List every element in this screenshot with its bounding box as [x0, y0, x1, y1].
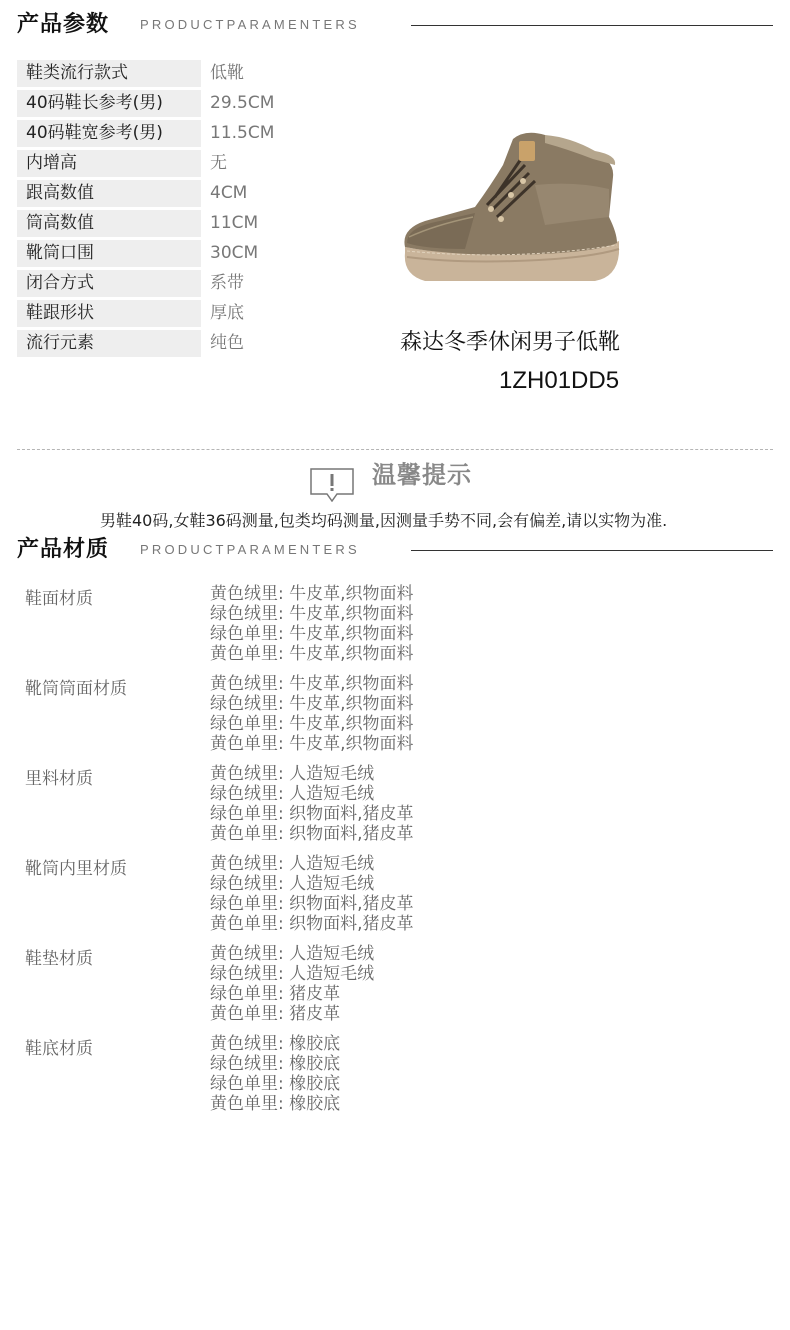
material-value: 绿色单里: 橡胶底: [210, 1074, 341, 1094]
param-row: [17, 120, 357, 147]
exclamation-speech-bubble-icon: [310, 468, 354, 502]
material-value: 黄色绒里: 橡胶底: [210, 1034, 341, 1054]
param-value: 4CM: [210, 183, 248, 203]
param-row: [17, 240, 357, 267]
param-row: [17, 180, 357, 207]
material-value: 绿色绒里: 橡胶底: [210, 1054, 341, 1074]
param-label: 鞋跟形状: [17, 300, 201, 327]
param-value: 无: [210, 153, 227, 173]
param-row: [17, 300, 357, 327]
param-value: 系带: [210, 273, 244, 293]
material-value: 绿色单里: 织物面料,猪皮革: [210, 804, 414, 824]
section-divider-line: [411, 25, 773, 26]
material-value: 绿色单里: 织物面料,猪皮革: [210, 894, 414, 914]
param-label: 闭合方式: [17, 270, 201, 297]
material-value: 绿色绒里: 牛皮革,织物面料: [210, 694, 414, 714]
param-row: [17, 330, 357, 357]
material-value: 黄色绒里: 人造短毛绒: [210, 854, 375, 874]
param-label: 40码鞋宽参考(男): [17, 120, 201, 147]
material-value: 黄色单里: 牛皮革,织物面料: [210, 734, 414, 754]
materials-section-header: [0, 530, 790, 570]
product-boot-image: [395, 125, 625, 295]
param-row: [17, 90, 357, 117]
param-value: 30CM: [210, 243, 259, 263]
material-value: 绿色绒里: 人造短毛绒: [210, 964, 375, 984]
param-value: 低靴: [210, 63, 244, 83]
dashed-divider: [17, 449, 773, 450]
param-label: 靴筒口围: [17, 240, 201, 267]
param-label: 筒高数值: [17, 210, 201, 237]
material-label: 鞋面材质: [25, 589, 93, 609]
param-label: 鞋类流行款式: [17, 60, 201, 87]
param-value: 11.5CM: [210, 123, 275, 143]
param-row: [17, 210, 357, 237]
material-value: 黄色单里: 牛皮革,织物面料: [210, 644, 414, 664]
param-label: 40码鞋长参考(男): [17, 90, 201, 117]
material-value: 黄色绒里: 牛皮革,织物面料: [210, 584, 414, 604]
param-label: 跟高数值: [17, 180, 201, 207]
materials-section-subtitle: PRODUCTPARAMENTERS: [140, 542, 360, 557]
material-values: [210, 764, 414, 844]
param-value: 厚底: [210, 303, 244, 323]
material-label: 鞋底材质: [25, 1039, 93, 1059]
materials-section-title: 产品材质: [17, 537, 110, 562]
material-value: 黄色单里: 橡胶底: [210, 1094, 341, 1114]
material-value: 绿色单里: 牛皮革,织物面料: [210, 624, 414, 644]
param-row: [17, 60, 357, 87]
material-value: 绿色绒里: 牛皮革,织物面料: [210, 604, 414, 624]
product-code: 1ZH01DD5: [499, 367, 620, 394]
param-value: 29.5CM: [210, 93, 275, 113]
material-values: [210, 584, 414, 664]
notice-text: 男鞋40码,女鞋36码测量,包类均码测量,因测量手势不同,会有偏差,请以实物为准.: [100, 511, 668, 530]
material-value: 绿色单里: 猪皮革: [210, 984, 341, 1004]
param-row: [17, 270, 357, 297]
material-value: 绿色单里: 牛皮革,织物面料: [210, 714, 414, 734]
material-values: [210, 854, 414, 934]
material-label: 靴筒内里材质: [25, 859, 127, 879]
section-divider-line: [411, 550, 773, 551]
material-value: 黄色单里: 织物面料,猪皮革: [210, 914, 414, 934]
material-value: 绿色绒里: 人造短毛绒: [210, 784, 375, 804]
notice-title: 温馨提示: [372, 461, 472, 489]
param-row: [17, 150, 357, 177]
material-value: 黄色绒里: 人造短毛绒: [210, 764, 375, 784]
material-value: 黄色绒里: 牛皮革,织物面料: [210, 674, 414, 694]
param-value: 纯色: [210, 333, 244, 353]
material-values: [210, 674, 414, 754]
params-section-header: [0, 5, 790, 45]
product-name: 森达冬季休闲男子低靴: [400, 330, 621, 355]
material-value: 黄色单里: 猪皮革: [210, 1004, 341, 1024]
param-label: 流行元素: [17, 330, 201, 357]
material-label: 靴筒筒面材质: [25, 679, 127, 699]
param-label: 内增高: [17, 150, 201, 177]
material-label: 鞋垫材质: [25, 949, 93, 969]
material-value: 黄色单里: 织物面料,猪皮革: [210, 824, 414, 844]
material-label: 里料材质: [25, 769, 93, 789]
material-values: [210, 944, 374, 1024]
param-value: 11CM: [210, 213, 259, 233]
material-value: 黄色绒里: 人造短毛绒: [210, 944, 375, 964]
material-value: 绿色绒里: 人造短毛绒: [210, 874, 375, 894]
params-section-subtitle: PRODUCTPARAMENTERS: [140, 17, 360, 32]
material-values: [210, 1034, 340, 1114]
params-section-title: 产品参数: [17, 12, 110, 37]
